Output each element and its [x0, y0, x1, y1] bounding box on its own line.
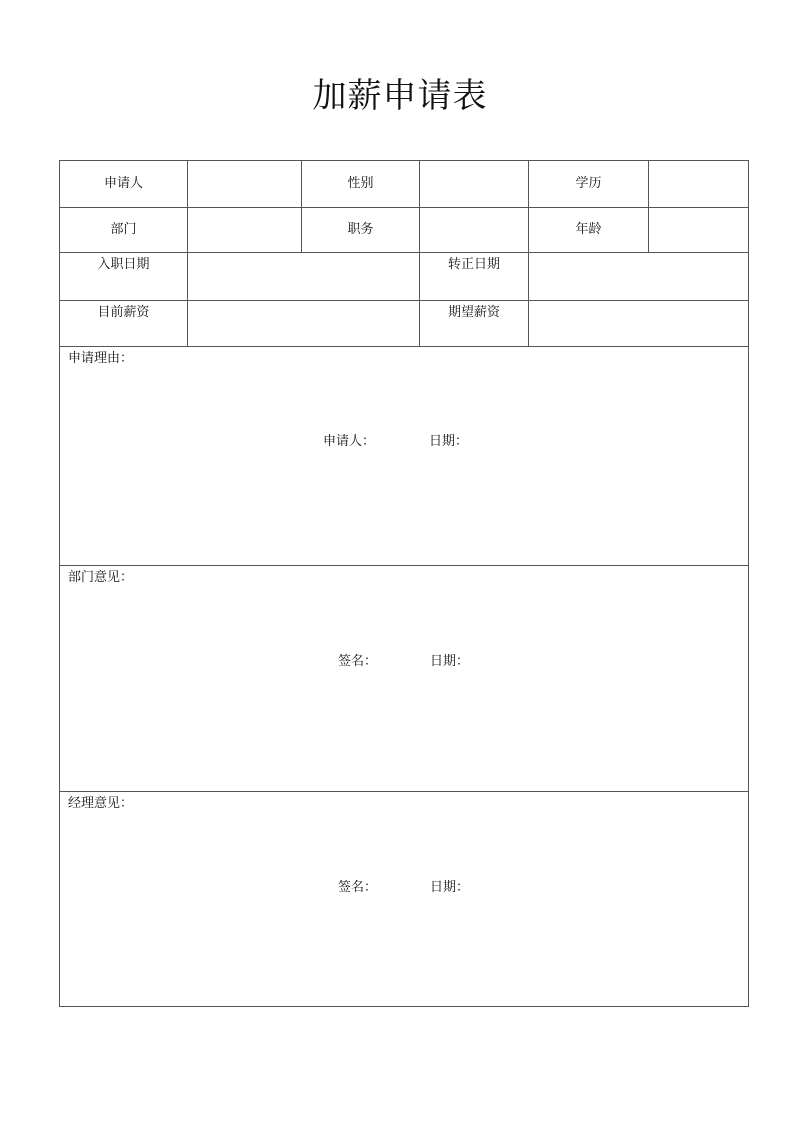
gender-field[interactable]	[420, 161, 528, 207]
regular-date-field[interactable]	[529, 253, 748, 300]
current-salary-field[interactable]	[188, 301, 419, 346]
row-divider	[60, 207, 748, 208]
applicant-label: 申请人	[103, 176, 143, 191]
regular-date-label: 转正日期	[447, 257, 500, 272]
dept-date-label: 日期：	[430, 654, 470, 669]
raise-application-form	[59, 160, 749, 1007]
reason-signer-label: 申请人：	[323, 434, 376, 449]
department-label: 部门	[110, 222, 137, 237]
applicant-field[interactable]	[188, 161, 301, 207]
manager-date-label: 日期：	[430, 880, 470, 895]
manager-signature-label: 签名：	[338, 880, 378, 895]
column-divider	[301, 161, 302, 252]
dept-opinion-textarea[interactable]	[60, 566, 748, 791]
expected-salary-field[interactable]	[529, 301, 748, 346]
hire-date-label: 入职日期	[97, 257, 150, 272]
expected-salary-label: 期望薪资	[447, 305, 500, 320]
manager-opinion-textarea[interactable]	[60, 792, 748, 1006]
dept-opinion-label: 部门意见：	[68, 570, 134, 585]
current-salary-label: 目前薪资	[97, 305, 150, 320]
reason-textarea[interactable]	[60, 347, 748, 565]
manager-opinion-label: 经理意见：	[68, 796, 134, 811]
page-title: 加薪申请表	[312, 76, 488, 116]
hire-date-field[interactable]	[188, 253, 419, 300]
gender-label: 性别	[347, 176, 374, 191]
reason-date-label: 日期：	[429, 434, 469, 449]
reason-label: 申请理由：	[68, 351, 134, 366]
age-field[interactable]	[649, 208, 748, 252]
education-field[interactable]	[649, 161, 748, 207]
education-label: 学历	[575, 176, 602, 191]
dept-signature-label: 签名：	[338, 654, 378, 669]
position-label: 职务	[347, 222, 374, 237]
position-field[interactable]	[420, 208, 528, 252]
department-field[interactable]	[188, 208, 301, 252]
age-label: 年龄	[575, 222, 602, 237]
